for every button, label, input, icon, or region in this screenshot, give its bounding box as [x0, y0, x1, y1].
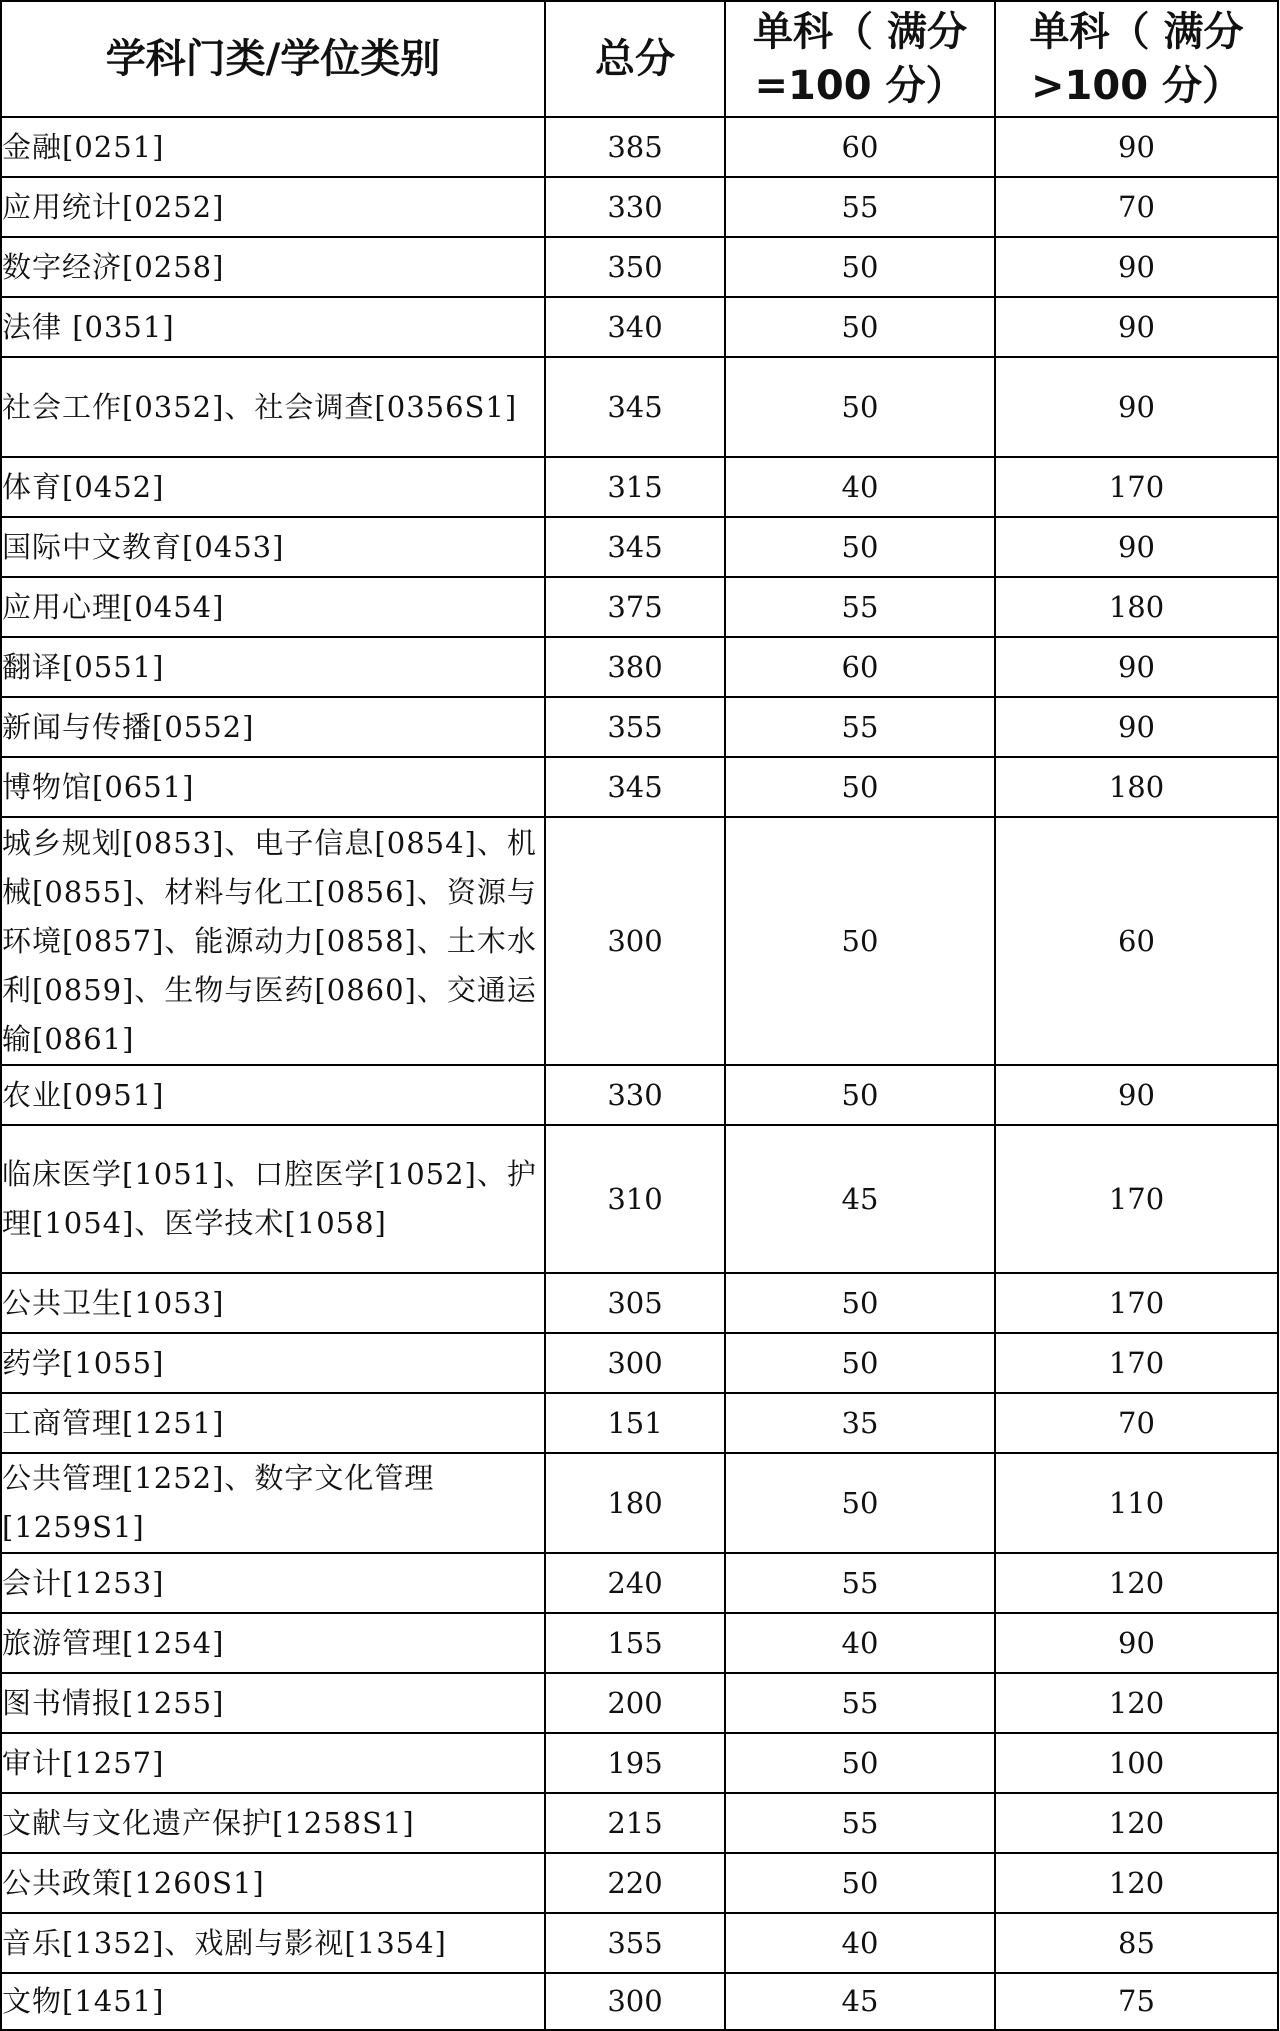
cell-subject: 音乐[1352]、戏剧与影视[1354]: [1, 1913, 545, 1973]
cell-subject: 应用心理[0454]: [1, 577, 545, 637]
cell-subject: 文献与文化遗产保护[1258S1]: [1, 1793, 545, 1853]
cell-total: 345: [545, 757, 725, 817]
cell-subject: 审计[1257]: [1, 1733, 545, 1793]
cell-total: 330: [545, 1065, 725, 1125]
cell-single-over-100: 110: [995, 1453, 1278, 1553]
table-row: [1, 1125, 1278, 1273]
cell-single-100: 55: [725, 697, 995, 757]
cell-single-over-100: 170: [995, 457, 1278, 517]
cell-total: 355: [545, 1913, 725, 1973]
cell-total: 300: [545, 817, 725, 1065]
cell-single-100: 55: [725, 1793, 995, 1853]
cell-single-over-100: 70: [995, 177, 1278, 237]
table-row: [1, 237, 1278, 297]
cell-total: 345: [545, 357, 725, 457]
cell-subject: 药学[1055]: [1, 1333, 545, 1393]
table-row: [1, 817, 1278, 1065]
cell-total: 151: [545, 1393, 725, 1453]
cell-single-100: 50: [725, 757, 995, 817]
cell-single-over-100: 90: [995, 517, 1278, 577]
cell-total: 200: [545, 1673, 725, 1733]
cell-single-over-100: 120: [995, 1853, 1278, 1913]
cell-single-100: 50: [725, 817, 995, 1065]
cell-single-over-100: 90: [995, 237, 1278, 297]
cell-single-100: 55: [725, 1553, 995, 1613]
cell-total: 340: [545, 297, 725, 357]
cell-subject: 博物馆[0651]: [1, 757, 545, 817]
cell-subject: 工商管理[1251]: [1, 1393, 545, 1453]
table-row: [1, 1273, 1278, 1333]
cell-single-100: 50: [725, 237, 995, 297]
cell-subject: 旅游管理[1254]: [1, 1613, 545, 1673]
cell-subject: 社会工作[0352]、社会调查[0356S1]: [1, 357, 545, 457]
cell-subject: 农业[0951]: [1, 1065, 545, 1125]
table-row: [1, 177, 1278, 237]
cell-single-over-100: 180: [995, 577, 1278, 637]
cell-total: 215: [545, 1793, 725, 1853]
cell-total: 375: [545, 577, 725, 637]
cell-subject: 图书情报[1255]: [1, 1673, 545, 1733]
cell-single-100: 40: [725, 457, 995, 517]
table-row: [1, 1673, 1278, 1733]
cell-single-over-100: 170: [995, 1125, 1278, 1273]
table-row: [1, 1453, 1278, 1553]
cell-total: 350: [545, 237, 725, 297]
cell-single-100: 50: [725, 357, 995, 457]
cell-subject: 会计[1253]: [1, 1553, 545, 1613]
cell-single-100: 50: [725, 1273, 995, 1333]
cell-single-over-100: 120: [995, 1673, 1278, 1733]
cell-single-100: 50: [725, 517, 995, 577]
cell-subject: 法律 [0351]: [1, 297, 545, 357]
cell-single-over-100: 85: [995, 1913, 1278, 1973]
header-single-over-100: 单科（ 满分>100 分）: [995, 1, 1278, 117]
cell-total: 155: [545, 1613, 725, 1673]
cell-single-100: 50: [725, 1333, 995, 1393]
cell-total: 355: [545, 697, 725, 757]
header-total: 总分: [545, 1, 725, 117]
table-row: [1, 297, 1278, 357]
cell-subject: 数字经济[0258]: [1, 237, 545, 297]
cell-subject: 新闻与传播[0552]: [1, 697, 545, 757]
cell-single-100: 55: [725, 1673, 995, 1733]
cell-single-100: 35: [725, 1393, 995, 1453]
cell-subject: 城乡规划[0853]、电子信息[0854]、机械[0855]、材料与化工[0856]、资源与环境[0857]、能源动力[0858]、土木水利[0859]、生物与医药[0860]、交通运输[0861]: [1, 817, 545, 1065]
table-header-row: [1, 1, 1278, 117]
cell-single-over-100: 120: [995, 1553, 1278, 1613]
cell-single-100: 60: [725, 637, 995, 697]
cell-single-over-100: 90: [995, 1065, 1278, 1125]
cell-total: 305: [545, 1273, 725, 1333]
cell-total: 385: [545, 117, 725, 177]
cell-single-100: 45: [725, 1125, 995, 1273]
cell-subject: 翻译[0551]: [1, 637, 545, 697]
table-row: [1, 1393, 1278, 1453]
cell-single-over-100: 90: [995, 697, 1278, 757]
cell-subject: 临床医学[1051]、口腔医学[1052]、护理[1054]、医学技术[1058]: [1, 1125, 545, 1273]
cell-subject: 金融[0251]: [1, 117, 545, 177]
cell-subject: 体育[0452]: [1, 457, 545, 517]
cell-total: 220: [545, 1853, 725, 1913]
cell-total: 195: [545, 1733, 725, 1793]
table-row: [1, 1553, 1278, 1613]
table-row: [1, 1973, 1278, 2030]
cell-single-over-100: 75: [995, 1973, 1278, 2030]
table-row: [1, 1333, 1278, 1393]
cell-total: 310: [545, 1125, 725, 1273]
cell-single-over-100: 90: [995, 1613, 1278, 1673]
cell-single-100: 55: [725, 577, 995, 637]
cell-single-over-100: 70: [995, 1393, 1278, 1453]
table-row: [1, 577, 1278, 637]
table-row: [1, 1913, 1278, 1973]
cell-total: 345: [545, 517, 725, 577]
cell-single-100: 45: [725, 1973, 995, 2030]
cell-single-over-100: 90: [995, 117, 1278, 177]
cell-subject: 文物[1451]: [1, 1973, 545, 2030]
table-row: [1, 357, 1278, 457]
cell-single-100: 50: [725, 1733, 995, 1793]
cell-single-over-100: 60: [995, 817, 1278, 1065]
table-row: [1, 457, 1278, 517]
table-row: [1, 1853, 1278, 1913]
cell-single-100: 50: [725, 297, 995, 357]
table-row: [1, 757, 1278, 817]
cell-single-100: 50: [725, 1453, 995, 1553]
cell-subject: 公共政策[1260S1]: [1, 1853, 545, 1913]
cell-single-over-100: 100: [995, 1733, 1278, 1793]
cell-single-over-100: 170: [995, 1333, 1278, 1393]
table-row: [1, 1065, 1278, 1125]
cell-subject: 国际中文教育[0453]: [1, 517, 545, 577]
cell-single-over-100: 90: [995, 297, 1278, 357]
cell-single-over-100: 180: [995, 757, 1278, 817]
table-row: [1, 1613, 1278, 1673]
header-single-100: 单科（ 满分=100 分）: [725, 1, 995, 117]
cell-total: 300: [545, 1333, 725, 1393]
cell-single-100: 50: [725, 1065, 995, 1125]
cell-subject: 应用统计[0252]: [1, 177, 545, 237]
table-row: [1, 1733, 1278, 1793]
cell-total: 380: [545, 637, 725, 697]
table-row: [1, 697, 1278, 757]
cell-total: 240: [545, 1553, 725, 1613]
cell-subject: 公共管理[1252]、数字文化管理[1259S1]: [1, 1453, 545, 1553]
cell-subject: 公共卫生[1053]: [1, 1273, 545, 1333]
header-subject: 学科门类/学位类别: [1, 1, 545, 117]
cell-single-100: 40: [725, 1913, 995, 1973]
cell-single-100: 60: [725, 117, 995, 177]
cell-single-over-100: 90: [995, 357, 1278, 457]
table-row: [1, 517, 1278, 577]
cell-single-over-100: 170: [995, 1273, 1278, 1333]
cell-total: 180: [545, 1453, 725, 1553]
cell-single-100: 40: [725, 1613, 995, 1673]
table-row: [1, 637, 1278, 697]
table-row: [1, 1793, 1278, 1853]
cell-total: 315: [545, 457, 725, 517]
cell-single-over-100: 90: [995, 637, 1278, 697]
cell-single-100: 55: [725, 177, 995, 237]
cell-single-over-100: 120: [995, 1793, 1278, 1853]
cell-total: 330: [545, 177, 725, 237]
table-row: [1, 117, 1278, 177]
cell-total: 300: [545, 1973, 725, 2030]
cell-single-100: 50: [725, 1853, 995, 1913]
